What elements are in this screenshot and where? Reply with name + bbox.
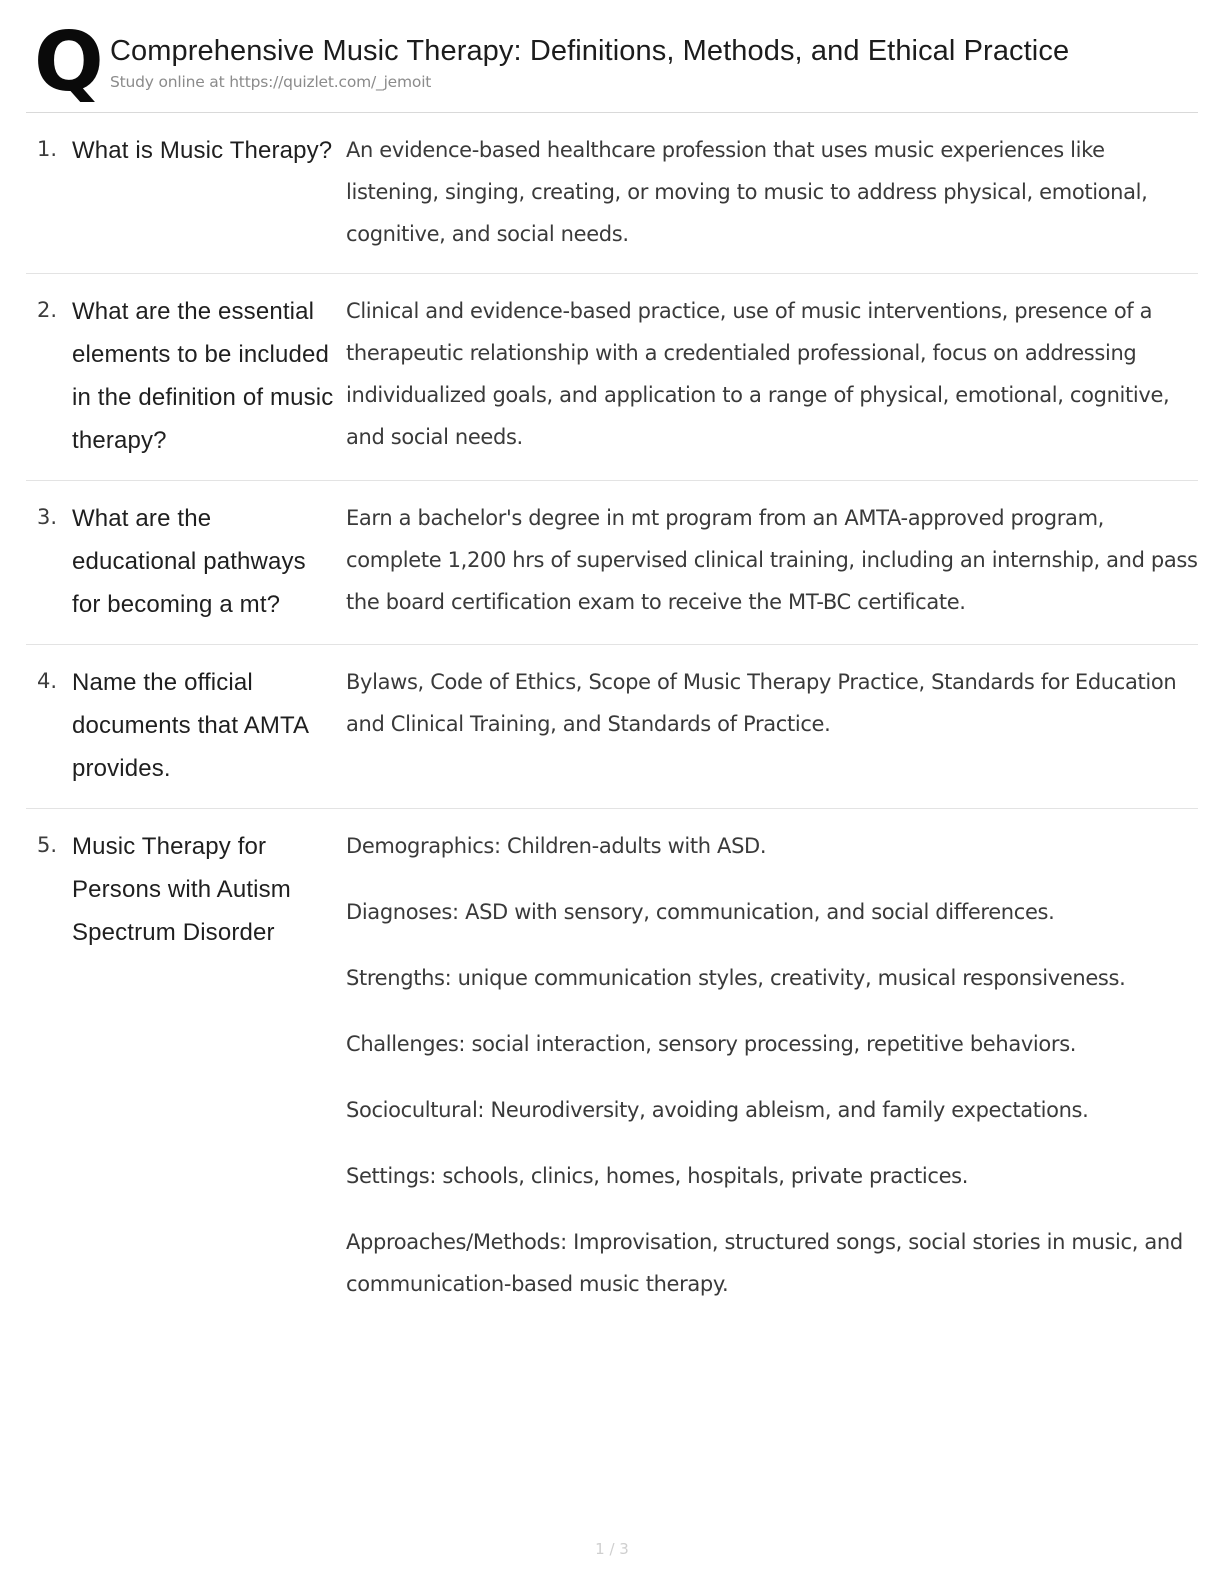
table-row: [26, 808, 1198, 1323]
row-number: 1.: [37, 137, 58, 161]
definition-paragraph: Clinical and evidence-based practice, use of music interventions, presence of a therapeutic relationship with a credentialed professional, focus on addressing individualized goals, and application to a range of physical, emotional, cognitive, and social needs.: [346, 299, 1170, 449]
flashcard-list: [26, 112, 1198, 1323]
definition-text: [344, 825, 1198, 1305]
quizlet-q-logo-icon: [34, 15, 110, 110]
definition-paragraph: Sociocultural: Neurodiversity, avoiding ableism, and family expectations.: [346, 1098, 1089, 1122]
definition-paragraph: An evidence-based healthcare profession that uses music experiences like listening, singing, creating, or moving to music to address physical, emotional, cognitive, and social needs.: [346, 138, 1148, 246]
definition-paragraph: Approaches/Methods: Improvisation, structured songs, social stories in music, and communication-based music therapy.: [346, 1230, 1183, 1296]
definition-paragraph: Diagnoses: ASD with sensory, communication, and social differences.: [346, 900, 1055, 924]
page-footer: [0, 1540, 1224, 1558]
table-row: [26, 112, 1198, 273]
term-text: What is Music Therapy?: [72, 137, 333, 164]
table-row: [26, 480, 1198, 644]
definition-paragraph: Strengths: unique communication styles, creativity, musical responsiveness.: [346, 966, 1126, 990]
row-number: 2.: [37, 298, 58, 322]
definition-text: [344, 497, 1198, 623]
term-text: What are the essential elements to be included in the definition of music therapy?: [72, 298, 334, 454]
definition-paragraph: Demographics: Children-adults with ASD.: [346, 834, 767, 858]
definition-paragraph: Settings: schools, clinics, homes, hospitals, private practices.: [346, 1164, 969, 1188]
table-row: [26, 273, 1198, 480]
page-title: Comprehensive Music Therapy: Definitions, Methods, and Ethical Practice: [110, 35, 1070, 67]
term-text: Music Therapy for Persons with Autism Spectrum Disorder: [72, 833, 291, 946]
header-text-block: [110, 22, 1198, 91]
term-text: What are the educational pathways for becoming a mt?: [72, 505, 306, 618]
definition-text: [344, 290, 1198, 458]
row-number: 5.: [37, 833, 58, 857]
row-number: 4.: [37, 669, 58, 693]
logo-glyph: Q: [34, 15, 102, 110]
definition-paragraph: Bylaws, Code of Ethics, Scope of Music Therapy Practice, Standards for Education and Clinical Training, and Standards of Practice.: [346, 670, 1177, 736]
definition-text: [344, 661, 1198, 745]
row-number: 3.: [37, 505, 58, 529]
term-text: Name the official documents that AMTA provides.: [72, 669, 308, 782]
study-online-link[interactable]: Study online at https://quizlet.com/_jemoit: [110, 73, 432, 91]
definition-paragraph: Challenges: social interaction, sensory processing, repetitive behaviors.: [346, 1032, 1077, 1056]
definition-paragraph: Earn a bachelor's degree in mt program from an AMTA-approved program, complete 1,200 hrs of supervised clinical training, including an internship, and pass the board certification exam to receive the MT-BC certificate.: [346, 506, 1198, 614]
page-number: 1 / 3: [595, 1540, 629, 1558]
definition-text: [344, 129, 1198, 255]
table-row: [26, 644, 1198, 808]
document-header: [26, 15, 1198, 110]
